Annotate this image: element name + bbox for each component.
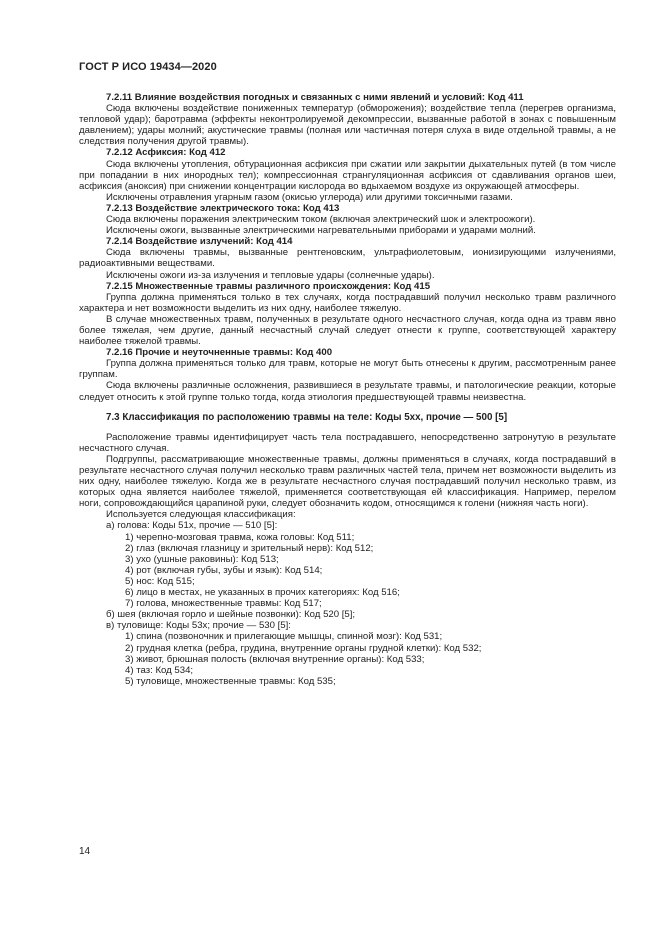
list-item: 1) черепно-мозговая травма, кожа головы: Код 511; xyxy=(125,531,355,543)
paragraph: Исключены ожоги из-за излучения и тепловые удары (солнечные удары). xyxy=(106,269,435,281)
list-item-v: в) туловище: Коды 53х; прочие — 530 [5]: xyxy=(106,620,291,632)
paragraph: Сюда включены различные осложнения, развившиеся в результате травмы, и патологические реакции, которые следует относить к этой группе только тогда, когда этиология предшествующей травмы неизвестна. xyxy=(79,380,616,403)
list-item: 3) живот, брюшная полость (включая внутренние органы): Код 533; xyxy=(125,653,425,665)
section-heading-7-2-11: 7.2.11 Влияние воздействия погодных и связанных с ними явлений и условий: Код 411 xyxy=(106,92,524,103)
list-item: 5) туловище, множественные травмы: Код 535; xyxy=(125,675,336,687)
list-item-a: а) голова: Коды 51х, прочие — 510 [5]: xyxy=(106,520,278,532)
section-heading-7-2-14: 7.2.14 Воздействие излучений: Код 414 xyxy=(106,236,293,248)
paragraph: Сюда включены поражения электрическим током (включая электрический шок и электроожоги). xyxy=(106,214,536,226)
section-heading-7-3: 7.3 Классификация по расположению травмы на теле: Коды 5хх, прочие — 500 [5] xyxy=(106,411,508,423)
list-item: 2) глаз (включая глазницу и зрительный нерв): Код 512; xyxy=(125,542,374,554)
section-heading-7-2-12: 7.2.12 Асфиксия: Код 412 xyxy=(106,147,226,159)
list-item-b: б) шея (включая горло и шейные позвонки): Код 520 [5]; xyxy=(106,609,356,621)
list-item: 6) лицо в местах, не указанных в прочих категориях: Код 516; xyxy=(125,587,400,599)
list-item: 4) таз: Код 534; xyxy=(125,664,194,676)
paragraph: Исключены ожоги, вызванные электрическими нагревательными приборами и ударами молний. xyxy=(106,225,536,237)
list-item: 7) голова, множественные травмы: Код 517; xyxy=(125,598,322,610)
paragraph: Сюда включены утопления, обтурационная асфиксия при сжатии или закрытии дыхательных путей (в том числе при попадании в них инородных тел); компрессионная странгуляционная асфиксия от сдавливания органов шеи, асфиксия (аноксия) при снижении концентрации кислорода во вдыхаемом воздухе из окружающей атмосферы. xyxy=(79,158,616,192)
section-heading-7-2-16: 7.2.16 Прочие и неуточненные травмы: Код 400 xyxy=(106,347,333,359)
list-item: 3) ухо (ушные раковины): Код 513; xyxy=(125,553,279,565)
section-heading-7-2-15: 7.2.15 Множественные травмы различного происхождения: Код 415 xyxy=(106,280,431,292)
paragraph: Исключены отравления угарным газом (окисью углерода) или другими токсичными газами. xyxy=(106,191,513,203)
paragraph: В случае множественных травм, полученных в результате одного несчастного случая, когда одна из травм явно более тяжелая, чем другие, данный несчастный случай следует отнести к группе, соответствующей характеру наиболее тяжелой травмы. xyxy=(79,313,616,348)
list-item: 1) спина (позвоночник и прилегающие мышцы, спинной мозг): Код 531; xyxy=(125,631,443,643)
paragraph: Используется следующая классификация: xyxy=(106,509,296,521)
paragraph: Группа должна применяться только в тех случаях, когда пострадавший получил несколько травм различного характера и нет возможности выделить из них одну, наиболее тяжелую. xyxy=(79,291,616,314)
paragraph: Сюда включены травмы, вызванные рентгеновским, ультрафиолетовым, ионизирующими излучениями, радиоактивными веществами. xyxy=(79,247,616,270)
list-item: 5) нос: Код 515; xyxy=(125,575,195,587)
paragraph: Расположение травмы идентифицирует часть тела пострадавшего, непосредственно затронутую в результате несчастного случая. xyxy=(79,431,616,454)
section-heading-7-2-13: 7.2.13 Воздействие электрического тока: Код 413 xyxy=(106,202,340,214)
page-number: 14 xyxy=(79,846,91,857)
paragraph: Подгруппы, рассматривающие множественные травмы, должны применяться в случаях, когда пострадавший в результате несчастного случая получил несколько травм различных частей тела, причем нет возможности выделить из них одну, наиболее тяжелую. Когда же в результате несчастного случая пострадавший получил несколько травм, из которых одна является наиболее тяжелой, применяется соответствующая ей классификация. Например, перелом ноги, сопровождающийся царапиной руки, следует обозначить кодом, относящимся к голени (нижняя часть ноги). xyxy=(79,453,616,510)
list-item: 2) грудная клетка (ребра, грудина, внутренние органы грудной клетки): Код 532; xyxy=(125,642,482,654)
page-content xyxy=(79,92,616,687)
document-header: ГОСТ Р ИСО 19434—2020 xyxy=(79,61,217,73)
paragraph: Группа должна применяться только для травм, которые не могут быть отнесены к другим, рассмотренным ранее группам. xyxy=(79,358,616,381)
list-item: 4) рот (включая губы, зубы и язык): Код 514; xyxy=(125,564,323,576)
paragraph: Сюда включены воздействие пониженных температур (обморожения); воздействие тепла (перегрев организма, тепловой удар); баротравма (эффекты неконтролируемой декомпрессии, вызванные работой в зонах с повышенным давлением); удары молний; акустические травмы (полная или частичная потеря слуха в виде отдельной травмы, а не следствия получения другой травмы). xyxy=(79,103,616,148)
